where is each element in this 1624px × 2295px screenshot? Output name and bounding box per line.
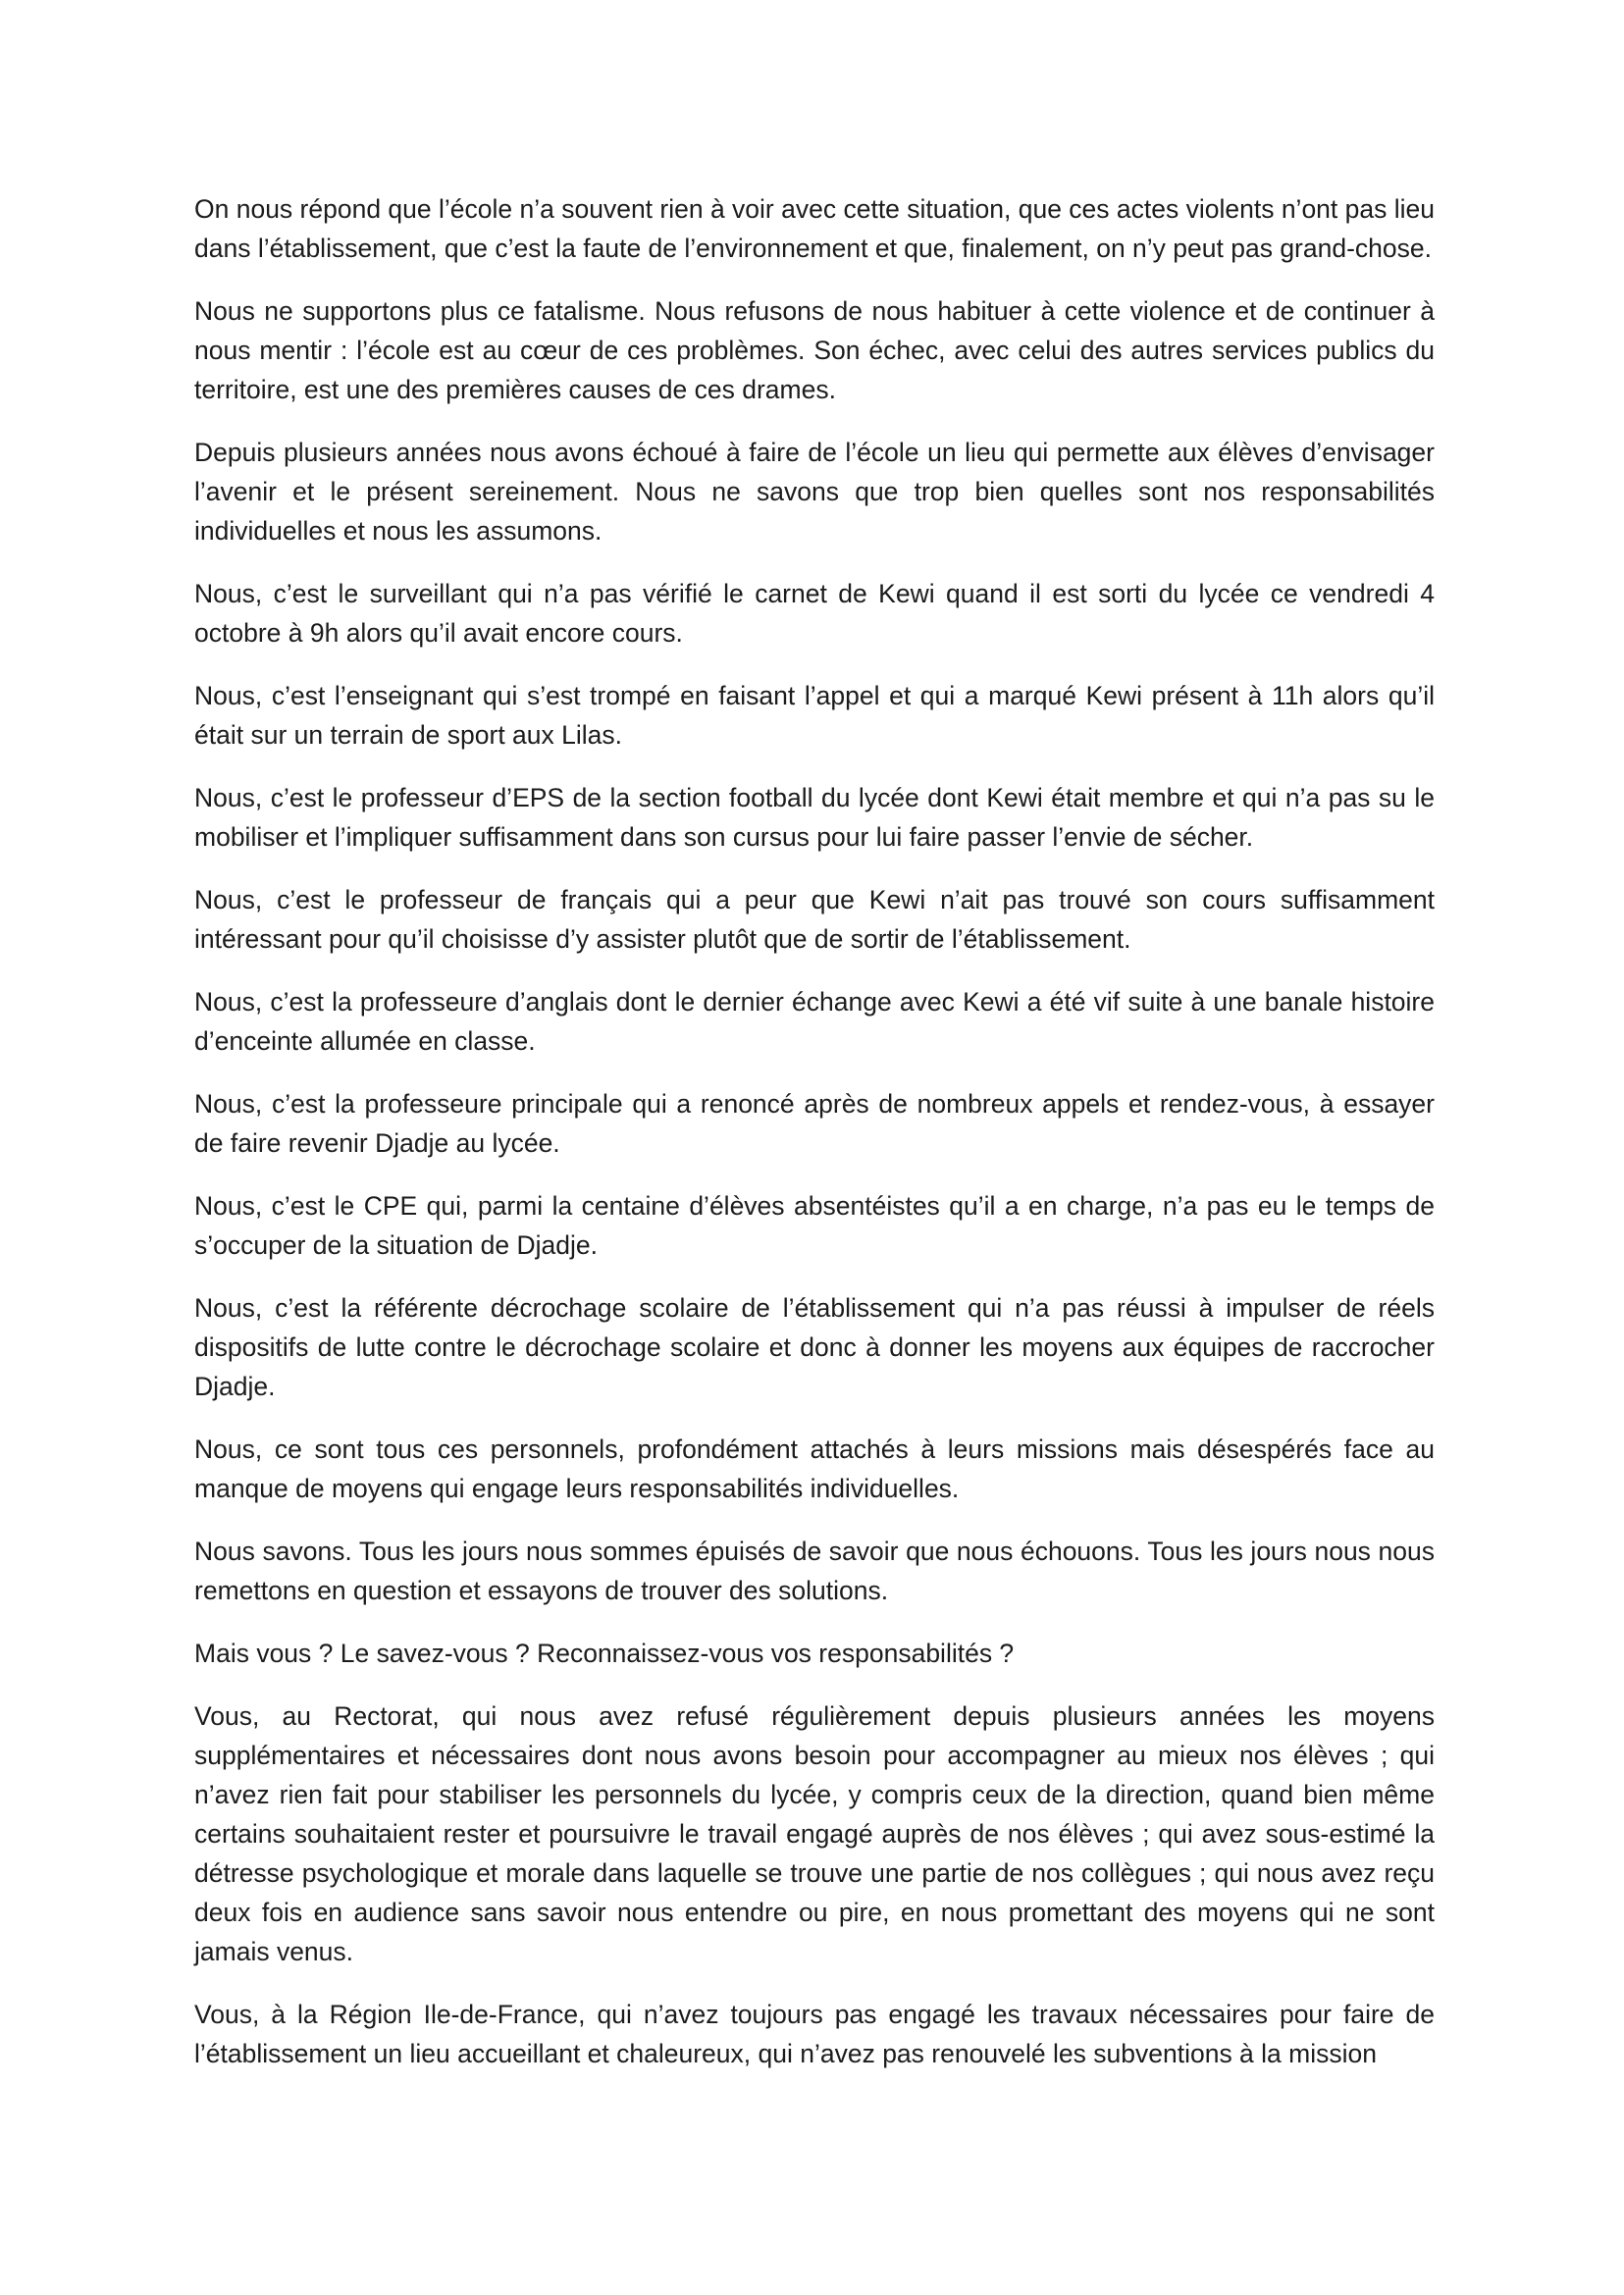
paragraph: Nous, c’est le professeur de français qui a peur que Kewi n’ait pas trouvé son cours suffisamment intéressant pour qu’il choisisse d’y assister plutôt que de sortir de l’établissement. xyxy=(194,885,1435,954)
paragraph: Nous, c’est le surveillant qui n’a pas vérifié le carnet de Kewi quand il est sorti du lycée ce vendredi 4 octobre à 9h alors qu’il avait encore cours. xyxy=(194,579,1435,648)
paragraph: Depuis plusieurs années nous avons échoué à faire de l’école un lieu qui permette aux élèves d’envisager l’avenir et le présent sereinement. Nous ne savons que trop bien quelles sont nos responsabilités individuelles et nous les assumons. xyxy=(194,438,1435,546)
paragraph: Nous, c’est la professeure principale qui a renoncé après de nombreux appels et rendez-vous, à essayer de faire revenir Djadje au lycée. xyxy=(194,1089,1435,1158)
paragraph: Nous savons. Tous les jours nous sommes épuisés de savoir que nous échouons. Tous les jours nous nous remettons en question et essayons de trouver des solutions. xyxy=(194,1537,1435,1605)
paragraph: On nous répond que l’école n’a souvent rien à voir avec cette situation, que ces actes violents n’ont pas lieu dans l’établissement, que c’est la faute de l’environnement et que, finalement, on n’y peut pas grand-chose. xyxy=(194,194,1435,263)
paragraph: Mais vous ? Le savez-vous ? Reconnaissez-vous vos responsabilités ? xyxy=(194,1639,1015,1668)
paragraph: Nous, c’est la référente décrochage scolaire de l’établissement qui n’a pas réussi à impulser de réels dispositifs de lutte contre le décrochage scolaire et donc à donner les moyens aux équipes de raccrocher Djadje. xyxy=(194,1293,1435,1401)
paragraph: Nous, c’est le CPE qui, parmi la centaine d’élèves absentéistes qu’il a en charge, n’a pas eu le temps de s’occuper de la situation de Djadje. xyxy=(194,1191,1435,1260)
paragraph: Nous, ce sont tous ces personnels, profondément attachés à leurs missions mais désespérés face au manque de moyens qui engage leurs responsabilités individuelles. xyxy=(194,1434,1435,1503)
paragraph: Nous, c’est l’enseignant qui s’est trompé en faisant l’appel et qui a marqué Kewi présent à 11h alors qu’il était sur un terrain de sport aux Lilas. xyxy=(194,681,1435,750)
paragraph: Vous, à la Région Ile-de-France, qui n’avez toujours pas engagé les travaux nécessaires pour faire de l’établissement un lieu accueillant et chaleureux, qui n’avez pas renouvelé les subventions à la mission xyxy=(194,2000,1435,2068)
paragraph: Nous, c’est le professeur d’EPS de la section football du lycée dont Kewi était membre et qui n’a pas su le mobiliser et l’impliquer suffisamment dans son cursus pour lui faire passer l’envie de sécher. xyxy=(194,783,1435,852)
paragraph: Nous ne supportons plus ce fatalisme. Nous refusons de nous habituer à cette violence et de continuer à nous mentir : l’école est au cœur de ces problèmes. Son échec, avec celui des autres services publics du territoire, est une des premières causes de ces drames. xyxy=(194,296,1435,404)
document-body xyxy=(194,189,1435,2097)
paragraph: Nous, c’est la professeure d’anglais dont le dernier échange avec Kewi a été vif suite à une banale histoire d’enceinte allumée en classe. xyxy=(194,987,1435,1056)
paragraph: Vous, au Rectorat, qui nous avez refusé régulièrement depuis plusieurs années les moyens supplémentaires et nécessaires dont nous avons besoin pour accompagner au mieux nos élèves ; qui n’avez rien fait pour stabiliser les personnels du lycée, y compris ceux de la direction, quand bien même certains souhaitaient rester et poursuivre le travail engagé auprès de nos élèves ; qui avez sous-estimé la détresse psychologique et morale dans laquelle se trouve une partie de nos collègues ; qui nous avez reçu deux fois en audience sans savoir nous entendre ou pire, en nous promettant des moyens qui ne sont jamais venus. xyxy=(194,1701,1435,1966)
